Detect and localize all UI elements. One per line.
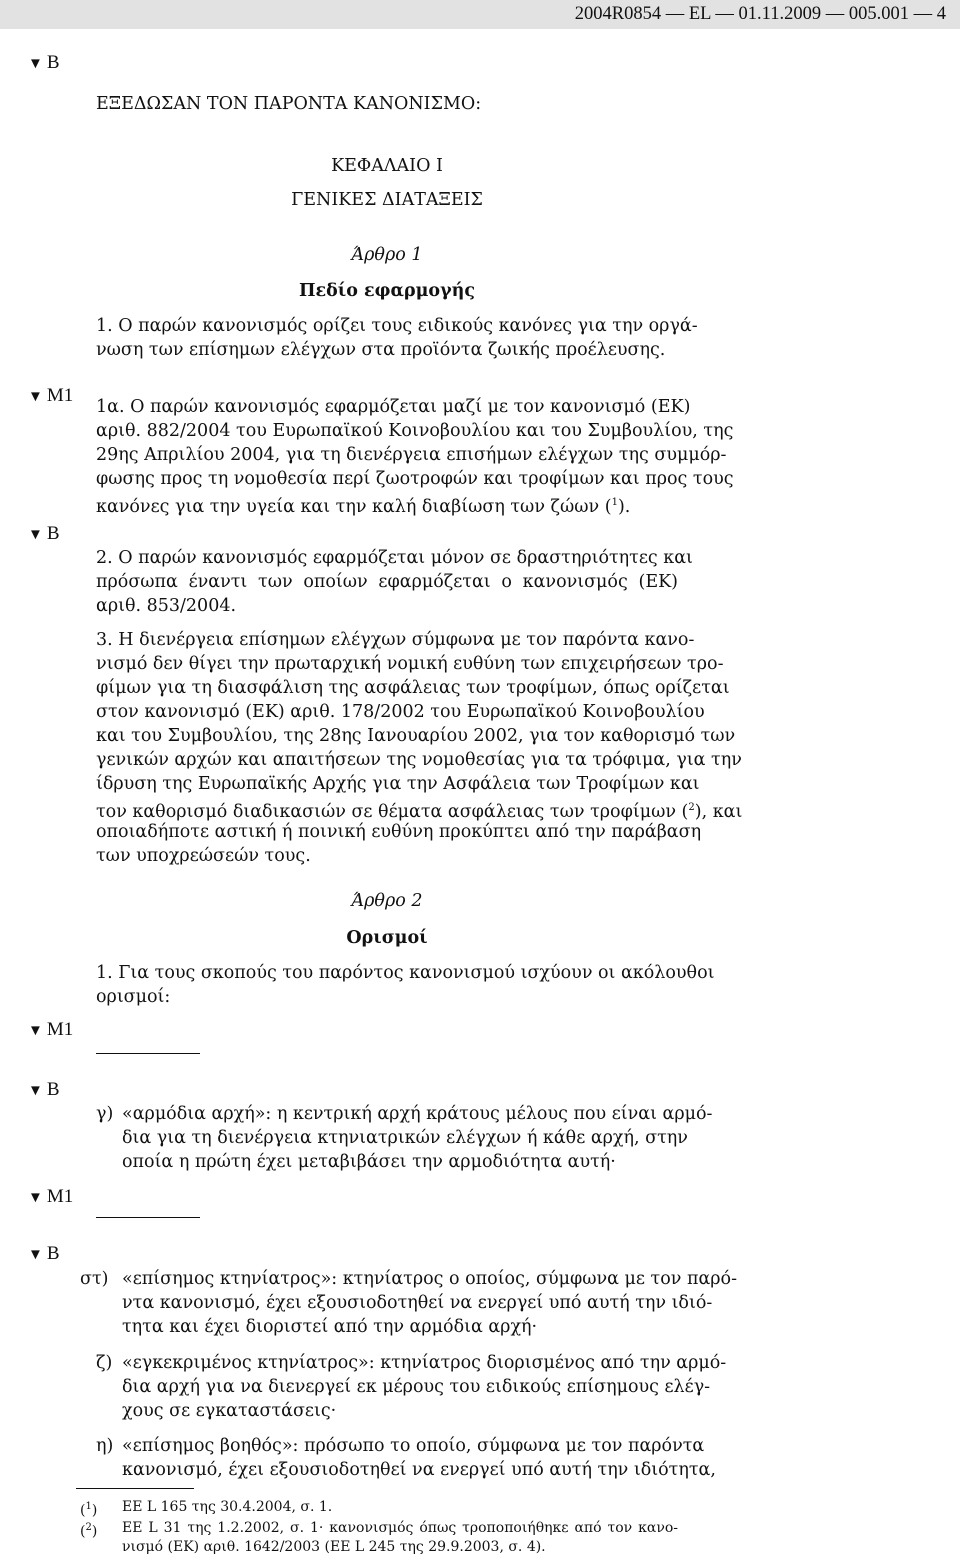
item-line: ντα κανονισμό, έχει εξουσιοδοτηθεί να ενεργεί υπό αυτή την ιδιό-	[122, 1293, 713, 1313]
paragraph-line: 29ης Απριλίου 2004, για τη διενέργεια επισήμων ελέγχων της συμμόρ-	[96, 445, 727, 465]
article-heading: Άρθρο 2	[351, 891, 423, 911]
paragraph-line: πρόσωπα έναντι των οποίων εφαρμόζεται ο κανονισμός (ΕΚ)	[96, 572, 678, 592]
item-line: «εγκεκριμένος κτηνίατρος»: κτηνίατρος διορισμένος από την αρμό-	[122, 1353, 727, 1373]
item-line: δια για τη διενέργεια κτηνιατρικών ελέγχων ή κάθε αρχή, στην	[122, 1128, 688, 1148]
item-number: στ)	[80, 1269, 109, 1289]
item-line: δια αρχή για να διενεργεί εκ μέρους του ειδικούς επίσημους ελέγ-	[122, 1377, 711, 1397]
footnote-mark: ($^2$)	[80, 1522, 98, 1540]
item-line: τητα και έχει διοριστεί από την αρμόδια αρχή·	[122, 1317, 538, 1337]
paragraph-line: 2. Ο παρών κανονισμός εφαρμόζεται μόνον σε δραστηριότητες και	[96, 548, 693, 568]
paragraph-line: αριθ. 853/2004.	[96, 596, 237, 616]
item-line: «αρμόδια αρχή»: η κεντρική αρχή κράτους μέλους που είναι αρμό-	[122, 1104, 713, 1124]
paragraph-line: 1. Ο παρών κανονισμός ορίζει τους ειδικούς κανόνες για την οργά-	[96, 316, 698, 336]
marker-m1: ▼ M1	[28, 1186, 74, 1207]
article-title: Πεδίο εφαρμογής	[298, 281, 476, 301]
paragraph-line: γενικών αρχών και απαιτήσεων της νομοθεσίας για τα τρόφιμα, για την	[96, 750, 742, 770]
paragraph-line: στον κανονισμό (ΕΚ) αριθ. 178/2002 του Ευρωπαϊκού Κοινοβουλίου	[96, 702, 705, 722]
paragraph-line: 1α. Ο παρών κανονισμός εφαρμόζεται μαζί με τον κανονισμό (ΕΚ)	[96, 397, 691, 417]
footnote-text: ΕΕ L 31 της 1.2.2002, σ. 1· κανονισμός όπως τροποποιήθηκε από τον κανο-	[122, 1520, 678, 1536]
item-line: «επίσημος βοηθός»: πρόσωπο το οποίο, σύμφωνα με τον παρόντα	[122, 1436, 705, 1456]
paragraph-line: φωσης προς τη νομοθεσία περί ζωοτροφών και τροφίμων και προς τους	[96, 469, 734, 489]
marker-b: ▼ B	[28, 1243, 60, 1264]
enacting-formula: ΕΞΕΔΩΣΑΝ ΤΟΝ ΠΑΡΟΝΤΑ ΚΑΝΟΝΙΣΜΟ:	[96, 94, 482, 114]
article-title: Ορισμοί	[346, 928, 428, 948]
paragraph-line: ορισμοί:	[96, 987, 171, 1007]
item-line: «επίσημος κτηνίατρος»: κτηνίατρος ο οποίος, σύμφωνα με τον παρό-	[122, 1269, 737, 1289]
footnote-text: νισμό (ΕΚ) αριθ. 1642/2003 (ΕΕ L 245 της 29.9.2003, σ. 4).	[122, 1539, 546, 1555]
article-heading: Άρθρο 1	[351, 245, 423, 265]
marker-b: ▼ B	[28, 1079, 60, 1100]
marker-m1: ▼ M1	[28, 1019, 74, 1040]
marker-m1: ▼ M1	[28, 385, 74, 406]
paragraph-line: τον καθορισμό διαδικασιών σε θέματα ασφάλειας των τροφίμων ($^2$), και	[96, 801, 743, 822]
marker-b: ▼ B	[28, 523, 60, 544]
footnote-mark: ($^1$)	[80, 1501, 98, 1519]
paragraph-line: και του Συμβουλίου, της 28ης Ιανουαρίου 2002, για τον καθορισμό των	[96, 726, 736, 746]
item-number: η)	[96, 1436, 114, 1456]
paragraph-line: νισμό δεν θίγει την πρωταρχική νομική ευθύνη των επιχειρήσεων τρο-	[96, 654, 724, 674]
paragraph-line: νωση των επίσημων ελέγχων στα προϊόντα ζωικής προέλευσης.	[96, 340, 666, 360]
paragraph-line: ίδρυση της Ευρωπαϊκής Αρχής για την Ασφάλεια των Τροφίμων και	[96, 774, 700, 794]
marker-b: ▼ B	[28, 52, 60, 73]
item-line: κανονισμό, έχει εξουσιοδοτηθεί να ενεργεί υπό αυτή την ιδιότητα,	[122, 1460, 716, 1480]
document-reference: 2004R0854 — EL — 01.11.2009 — 005.001 — 4	[574, 4, 946, 24]
page-header	[0, 0, 960, 29]
chapter-number: ΚΕΦΑΛΑΙΟ I	[331, 156, 443, 176]
footnote-separator	[76, 1488, 194, 1489]
paragraph-line: αριθ. 882/2004 του Ευρωπαϊκού Κοινοβουλίου και του Συμβουλίου, της	[96, 421, 734, 441]
paragraph-line: 3. Η διενέργεια επίσημων ελέγχων σύμφωνα με τον παρόντα κανο-	[96, 630, 695, 650]
footnote-ref[interactable]: 2	[688, 802, 695, 813]
footnote-ref[interactable]: 1	[611, 497, 618, 508]
paragraph-line: 1. Για τους σκοπούς του παρόντος κανονισμού ισχύουν οι ακόλουθοι	[96, 963, 715, 983]
deletion-rule	[96, 1053, 200, 1054]
deletion-rule	[96, 1217, 200, 1218]
chapter-title: ΓΕΝΙΚΕΣ ΔΙΑΤΑΞΕΙΣ	[291, 190, 483, 210]
item-number: γ)	[96, 1104, 114, 1124]
paragraph-line: των υποχρεώσεών τους.	[96, 846, 311, 866]
footnote-text: ΕΕ L 165 της 30.4.2004, σ. 1.	[122, 1499, 333, 1515]
paragraph-line: φίμων για τη διασφάλιση της ασφάλειας των τροφίμων, όπως ορίζεται	[96, 678, 730, 698]
item-line: οποία η πρώτη έχει μεταβιβάσει την αρμοδιότητα αυτή·	[122, 1152, 616, 1172]
item-number: ζ)	[96, 1353, 113, 1373]
paragraph-line: οποιαδήποτε αστική ή ποινική ευθύνη προκύπτει από την παράβαση	[96, 822, 702, 842]
item-line: χους σε εγκαταστάσεις·	[122, 1401, 337, 1421]
paragraph-line: κανόνες για την υγεία και την καλή διαβίωση των ζώων ($^1$).	[96, 496, 631, 517]
